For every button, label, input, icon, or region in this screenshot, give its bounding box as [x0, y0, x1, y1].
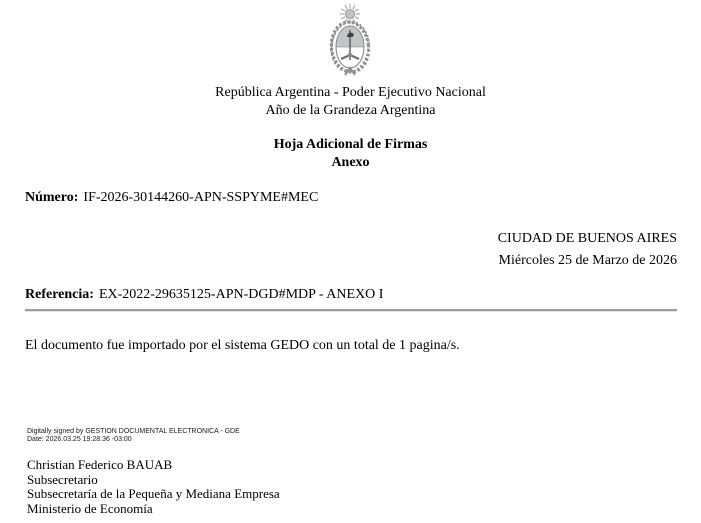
horizontal-divider	[25, 309, 677, 312]
number-label: Número:	[25, 190, 79, 205]
stamp-signed-by: Digitally signed by GESTION DOCUMENTAL ELECTRONICA - GDE	[27, 428, 240, 435]
header-line-1: República Argentina - Poder Ejecutivo Nacional	[215, 85, 486, 100]
signer-block	[27, 458, 280, 516]
signer-ministry: Ministerio de Economía	[27, 500, 153, 516]
document-title: Hoja Adicional de Firmas	[273, 137, 428, 152]
argentina-coat-of-arms-icon	[321, 3, 379, 78]
number-value: IF-2026-30144260-APN-SSPYME#MEC	[83, 190, 319, 205]
signer-name: Christian Federico BAUAB	[27, 457, 173, 472]
reference-value: EX-2022-29635125-APN-DGD#MDP - ANEXO I	[98, 287, 384, 302]
signer-position: Subsecretario	[27, 471, 98, 487]
header-line-2: Año de la Grandeza Argentina	[265, 103, 436, 118]
number-line	[25, 190, 318, 206]
digital-signature-stamp	[27, 428, 240, 444]
signer-office: Subsecretaría de la Pequeña y Mediana Empresa	[27, 486, 280, 501]
city-line: CIUDAD DE BUENOS AIRES	[497, 231, 677, 246]
date-line: Miércoles 25 de Marzo de 2026	[498, 253, 677, 268]
reference-label: Referencia:	[25, 287, 94, 302]
stamp-date: Date: 2026.03.25 19:28:36 -03:00	[27, 436, 132, 443]
document-subtitle: Anexo	[331, 155, 370, 170]
body-text: El documento fue importado por el sistema GEDO con un total de 1 pagina/s.	[25, 338, 460, 353]
reference-line	[25, 287, 383, 303]
